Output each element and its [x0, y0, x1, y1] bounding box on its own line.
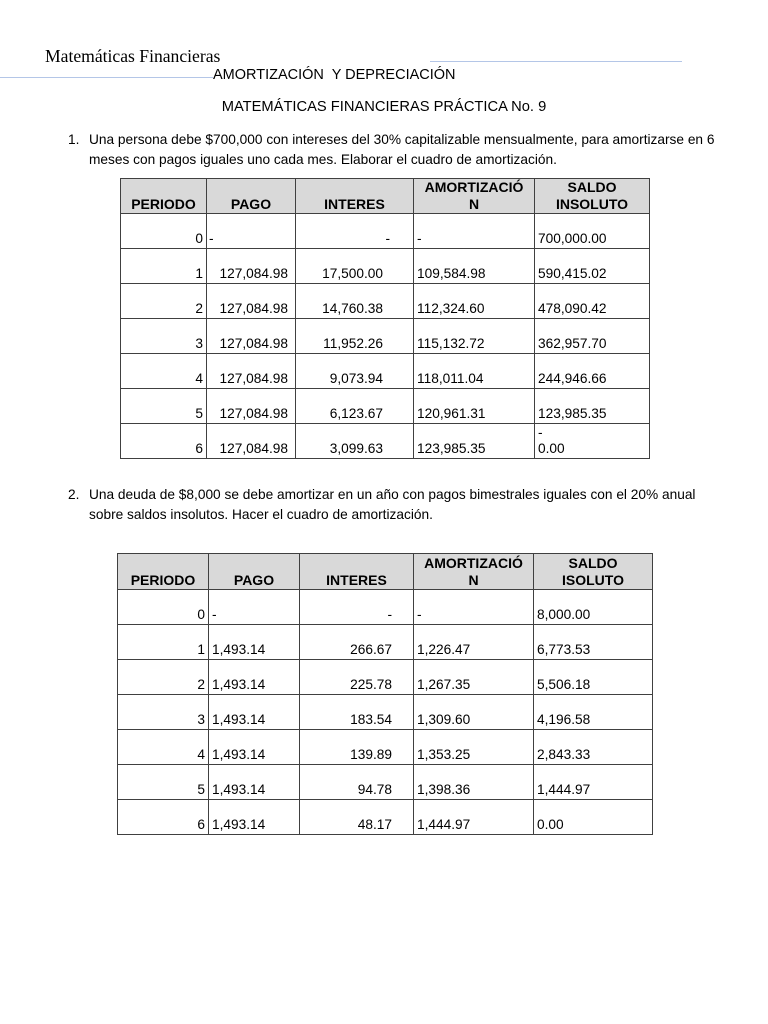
cell-amortizacion: [414, 389, 534, 423]
cell-saldo-insoluto: [535, 354, 649, 388]
cell-value: 0.00: [537, 817, 564, 832]
cell-value: 1,267.35: [417, 677, 471, 692]
cell-saldo-insoluto: [535, 319, 649, 353]
cell-value: 14,760.38: [322, 301, 383, 316]
cell-value: 6,773.53: [537, 642, 591, 657]
column-header-label: AMORTIZACIÓ N: [424, 555, 523, 588]
amortization-table: [120, 178, 650, 459]
cell-interes: [296, 319, 413, 353]
cell-periodo: [121, 284, 206, 318]
cell-value: 362,957.70: [538, 336, 607, 351]
header-rule-left: [0, 77, 213, 78]
cell-value: 2: [197, 677, 205, 692]
cell-value: 0: [197, 607, 205, 622]
cell-interes: [300, 800, 413, 834]
cell-value: 8,000.00: [537, 607, 591, 622]
cell-amortizacion: [414, 625, 533, 659]
cell-periodo: [121, 389, 206, 423]
cell-periodo: [121, 424, 206, 458]
cell-saldo-insoluto: [534, 625, 652, 659]
cell-periodo: [121, 249, 206, 283]
cell-value: 48.17: [357, 817, 392, 832]
cell-saldo-insoluto: [534, 590, 652, 624]
cell-amortizacion: [414, 319, 534, 353]
column-header-interes: [300, 554, 413, 589]
cell-interes: [296, 354, 413, 388]
cell-value: 3,099.63: [329, 441, 383, 456]
cell-periodo: [118, 695, 208, 729]
cell-interes: [296, 249, 413, 283]
cell-value: 112,324.60: [417, 301, 485, 316]
cell-value: 1,493.14: [212, 677, 266, 692]
cell-pago: [207, 214, 295, 248]
cell-value: 6: [197, 817, 205, 832]
cell-value: 123,985.35: [417, 441, 486, 456]
cell-value: 1,444.97: [417, 817, 471, 832]
cell-value: 127,084.98: [219, 336, 288, 351]
cell-interes: [300, 695, 413, 729]
cell-pago: [209, 625, 299, 659]
cell-amortizacion: [414, 800, 533, 834]
cell-value: 1,493.14: [212, 642, 266, 657]
cell-value: 5,506.18: [537, 677, 591, 692]
column-header-label: AMORTIZACIÓ N: [424, 179, 524, 212]
cell-value: -: [417, 231, 422, 246]
column-header-label: PAGO: [233, 572, 275, 588]
cell-value: 266.67: [350, 642, 392, 657]
column-header-pago: [207, 179, 295, 213]
cell-amortizacion: [414, 765, 533, 799]
cell-value: 3: [197, 712, 205, 727]
cell-saldo-insoluto: [535, 389, 649, 423]
cell-value: 11,952.26: [323, 336, 383, 351]
cell-periodo: [118, 660, 208, 694]
cell-value: 2: [195, 301, 203, 316]
cell-saldo-insoluto: [535, 284, 649, 318]
cell-value: 118,011.04: [417, 371, 484, 386]
cell-interes: [300, 730, 413, 764]
cell-value: 2,843.33: [537, 747, 591, 762]
header-rule-right: [430, 61, 682, 62]
cell-saldo-insoluto: [535, 424, 649, 458]
cell-periodo: [121, 354, 206, 388]
column-header-saldo-insoluto: [535, 179, 649, 213]
cell-value: 127,084.98: [219, 371, 288, 386]
cell-amortizacion: [414, 695, 533, 729]
column-header-interes: [296, 179, 413, 213]
cell-value: 4: [195, 371, 203, 386]
cell-interes: [296, 424, 413, 458]
cell-saldo-insoluto: [535, 214, 649, 248]
cell-value: 5: [195, 406, 203, 421]
cell-value: 127,084.98: [219, 406, 288, 421]
cell-value: 1,444.97: [537, 782, 591, 797]
cell-pago: [207, 249, 295, 283]
cell-pago: [209, 660, 299, 694]
cell-pago: [207, 354, 295, 388]
column-header-pago: [209, 554, 299, 589]
cell-value: 0: [195, 231, 203, 246]
cell-value: 225.78: [350, 677, 392, 692]
section-title: AMORTIZACIÓN Y DEPRECIACIÓN: [213, 67, 456, 83]
cell-pago: [209, 730, 299, 764]
cell-value: 1,309.60: [417, 712, 471, 727]
cell-value: 4,196.58: [537, 712, 591, 727]
cell-value: -: [212, 607, 217, 622]
cell-interes: [300, 590, 413, 624]
cell-value: 127,084.98: [219, 441, 288, 456]
column-header-amortizacion: [414, 179, 534, 213]
course-title: Matemáticas Financieras: [45, 46, 221, 66]
cell-periodo: [121, 214, 206, 248]
cell-pago: [207, 424, 295, 458]
cell-value: 590,415.02: [538, 266, 607, 281]
column-header-label: INTERES: [324, 196, 385, 212]
cell-value: 127,084.98: [219, 266, 288, 281]
cell-pago: [209, 590, 299, 624]
cell-amortizacion: [414, 284, 534, 318]
cell-saldo-insoluto: [534, 695, 652, 729]
cell-saldo-insoluto: [535, 249, 649, 283]
column-header-amortizacion: [414, 554, 533, 589]
cell-saldo-insoluto: [534, 660, 652, 694]
problem-number: 1.: [68, 132, 80, 147]
cell-value: 1,493.14: [212, 747, 266, 762]
cell-amortizacion: [414, 214, 534, 248]
cell-value: -: [417, 607, 422, 622]
cell-periodo: [118, 765, 208, 799]
practice-title: MATEMÁTICAS FINANCIERAS PRÁCTICA No. 9: [221, 99, 547, 115]
cell-value: 1: [197, 642, 205, 657]
cell-value: 4: [197, 747, 205, 762]
cell-pago: [209, 695, 299, 729]
cell-saldo-insoluto: [534, 765, 652, 799]
cell-pago: [207, 319, 295, 353]
cell-interes: [296, 284, 413, 318]
cell-periodo: [118, 625, 208, 659]
cell-value: 6,123.67: [329, 406, 383, 421]
cell-periodo: [121, 319, 206, 353]
column-header-label: PERIODO: [131, 196, 196, 212]
cell-saldo-insoluto: [534, 800, 652, 834]
cell-pago: [207, 389, 295, 423]
cell-amortizacion: [414, 424, 534, 458]
cell-value: 109,584.98: [417, 266, 486, 281]
cell-amortizacion: [414, 730, 533, 764]
cell-value: 1: [195, 266, 203, 281]
column-header-label: PAGO: [230, 196, 272, 212]
cell-pago: [209, 765, 299, 799]
column-header-periodo: [118, 554, 208, 589]
cell-value: -: [387, 607, 392, 622]
cell-amortizacion: [414, 249, 534, 283]
cell-value: 17,500.00: [322, 266, 383, 281]
cell-pago: [207, 284, 295, 318]
cell-value: 9,073.94: [329, 371, 383, 386]
cell-value: 244,946.66: [538, 371, 607, 386]
cell-amortizacion: [414, 660, 533, 694]
cell-periodo: [118, 590, 208, 624]
cell-value: -: [209, 231, 214, 246]
cell-value: 139.89: [350, 747, 392, 762]
column-header-label: INTERES: [326, 572, 387, 588]
problem-statement: Una persona debe $700,000 con intereses del 30% capitalizable mensualmente, para amortizarse en 6 meses con pagos iguales uno cada mes. Elaborar el cuadro de amortización.: [89, 132, 715, 167]
column-header-saldo-insoluto: [534, 554, 652, 589]
cell-interes: [300, 660, 413, 694]
column-header-label: SALDO INSOLUTO: [555, 179, 629, 212]
cell-value: 5: [197, 782, 205, 797]
column-header-label: PERIODO: [130, 572, 196, 588]
cell-amortizacion: [414, 354, 534, 388]
cell-interes: [300, 625, 413, 659]
problem-statement: Una deuda de $8,000 se debe amortizar en un año con pagos bimestrales iguales con el 20% anual sobre saldos insolutos. Hacer el cuadro de amortización.: [89, 487, 696, 522]
cell-interes: [300, 765, 413, 799]
cell-value: 1,398.36: [417, 782, 471, 797]
cell-value: 94.78: [357, 782, 392, 797]
cell-value: 123,985.35: [538, 406, 607, 421]
cell-value: -: [385, 231, 390, 246]
amortization-table: [117, 553, 653, 835]
cell-value: 183.54: [350, 712, 392, 727]
cell-value: 127,084.98: [219, 301, 288, 316]
cell-value: 1,493.14: [212, 817, 266, 832]
cell-value: 1,353.25: [417, 747, 471, 762]
cell-value: 1,493.14: [212, 782, 266, 797]
cell-periodo: [118, 800, 208, 834]
cell-interes: [296, 214, 413, 248]
cell-value: 478,090.42: [538, 301, 607, 316]
problem-number: 2.: [68, 487, 80, 502]
cell-value: 1,226.47: [417, 642, 471, 657]
cell-value: 120,961.31: [417, 406, 486, 421]
column-header-periodo: [121, 179, 206, 213]
cell-interes: [296, 389, 413, 423]
column-header-label: SALDO ISOLUTO: [562, 555, 624, 588]
cell-value: 3: [195, 336, 203, 351]
cell-periodo: [118, 730, 208, 764]
cell-value: 1,493.14: [212, 712, 266, 727]
cell-value: - 0.00: [538, 425, 565, 456]
cell-amortizacion: [414, 590, 533, 624]
cell-saldo-insoluto: [534, 730, 652, 764]
cell-value: 6: [195, 441, 203, 456]
cell-pago: [209, 800, 299, 834]
cell-value: 115,132.72: [417, 336, 485, 351]
cell-value: 700,000.00: [538, 231, 607, 246]
